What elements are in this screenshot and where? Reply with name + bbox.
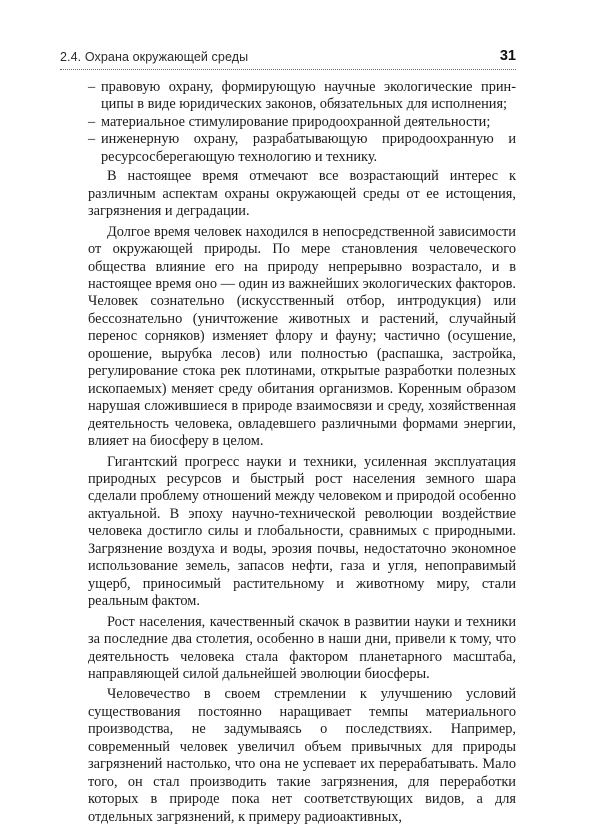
dash-marker: – (88, 79, 96, 95)
bullet-list (88, 79, 516, 166)
dash-marker: – (88, 131, 96, 148)
dash-marker: – (88, 113, 96, 130)
running-header (60, 48, 516, 68)
list-item-text: правовую охрану, формирующую научные экологические прин-ципы в виде юридических законов, обязательных для исполнения; (101, 79, 516, 113)
section-title: 2.4. Охрана окружающей среды (60, 50, 249, 64)
list-item-text: инженерную охрану, разрабатывающую природоохранную и ресурсосберегающую технологию и технику. (101, 131, 516, 165)
header-divider (60, 69, 516, 70)
paragraph: Долгое время человек находился в непосредственной зависимости от окружающей природы. По мере становления человеческого общества влияние его на природу непрерывно возрастало, и в настоящее время оно — один из важнейших экологических факторов. Человек сознательно (искусственный отбор, интродукция) или бессознательно (уничтожение животных и растений, случайный перенос сорняков) изменяет флору и фауну; частично (осушение, орошение, вырубка лесов) или полностью (распашка, застройка, регулирование стока рек плотинами, открытые разработки полезных ископаемых) меняет среду обитания организмов. Коренным образом нарушая сложившиеся в природе взаимосвязи и среду, хозяйственная деятельность человека, овладевшего различными формами энергии, влияет на биосферу в целом. (88, 223, 516, 450)
list-item (88, 79, 516, 114)
paragraph: В настоящее время отмечают все возрастающий интерес к различным аспектам охраны окружающей среды от ее истощения, загрязнения и деградации. (88, 168, 516, 220)
list-item (88, 114, 516, 131)
paragraph: Гигантский прогресс науки и техники, усиленная эксплуатация природных ресурсов и быстрый рост населения земного шара сделали проблему отношений между человеком и природой особенно актуальной. В эпоху научно-технической революции воздействие человека достигло силы и глобальности, сравнимых с природными. Загрязнение воздуха и воды, эрозия почвы, недостаточно экономное использование земель, запасов нефти, газа и угля, непоправимый ущерб, приносимый растительному и животному миру, стали реальным фактом. (88, 453, 516, 610)
list-item (88, 131, 516, 166)
body-text (88, 79, 516, 829)
page-number: 31 (499, 48, 516, 64)
list-item-text: материальное стимулирование природоохранной деятельности; (101, 113, 491, 130)
paragraph: Человечество в своем стремлении к улучшению условий существования постоянно наращивает темпы материального производства, не задумываясь о последствиях. Например, современный человек увеличил объем привычных для природы загрязнений настолько, что она не успевает их перерабатывать. Мало того, он стал производить такие загрязнения, для переработки которых в природе пока нет соответствующих видов, а для отдельных загрязнений, к примеру радиоактивных, (88, 686, 516, 825)
paragraph: Рост населения, качественный скачок в развитии науки и техники за последние два столетия, особенно в наши дни, привели к тому, что деятельность человека стала фактором планетарного масштаба, направляющей силой дальнейшей эволюции биосферы. (88, 613, 516, 682)
